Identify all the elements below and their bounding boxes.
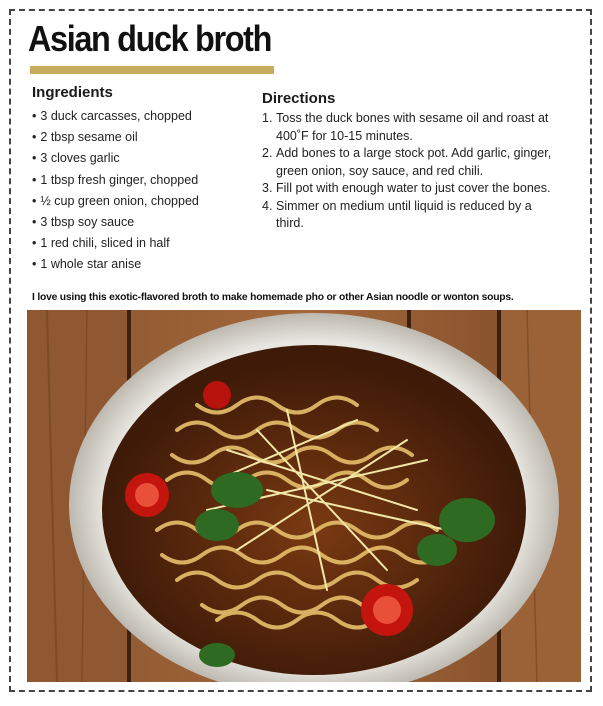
ingredient-item: • ½ cup green onion, chopped <box>32 191 199 212</box>
step-number: 3. <box>262 181 273 195</box>
ingredients-list <box>32 106 199 276</box>
step-text: Fill pot with enough water to just cover the bones. <box>276 181 551 195</box>
soup-photo <box>27 310 581 682</box>
ingredient-item: • 1 tbsp fresh ginger, chopped <box>32 170 199 191</box>
directions-heading: Directions <box>262 90 336 107</box>
direction-step <box>262 180 562 198</box>
direction-step <box>262 110 562 145</box>
step-text: Toss the duck bones with sesame oil and roast at 400˚F for 10-15 minutes. <box>276 111 549 143</box>
ingredient-item: • 1 red chili, sliced in half <box>32 233 199 254</box>
ingredient-item: • 2 tbsp sesame oil <box>32 127 199 148</box>
title-underline-bar <box>30 66 274 74</box>
soup-illustration <box>27 310 581 682</box>
step-text: Add bones to a large stock pot. Add garlic, ginger, green onion, soy sauce, and red chili. <box>276 146 552 178</box>
ingredient-item: • 1 whole star anise <box>32 254 199 275</box>
direction-step <box>262 198 562 233</box>
step-number: 4. <box>262 198 273 213</box>
step-number: 2. <box>262 146 273 160</box>
ingredients-heading: Ingredients <box>32 84 113 101</box>
step-number: 1. <box>262 111 273 125</box>
step-text: Simmer on medium until liquid is reduced by a third. <box>276 198 532 230</box>
photo-caption: I love using this exotic-flavored broth to make homemade pho or other Asian noodle or wonton soups. <box>32 292 514 303</box>
directions-list <box>262 110 562 233</box>
ingredient-item: • 3 tbsp soy sauce <box>32 212 199 233</box>
ingredient-item: • 3 cloves garlic <box>32 148 199 169</box>
direction-step <box>262 145 562 180</box>
ingredient-item: • 3 duck carcasses, chopped <box>32 106 199 127</box>
recipe-title: Asian duck broth <box>28 18 272 59</box>
